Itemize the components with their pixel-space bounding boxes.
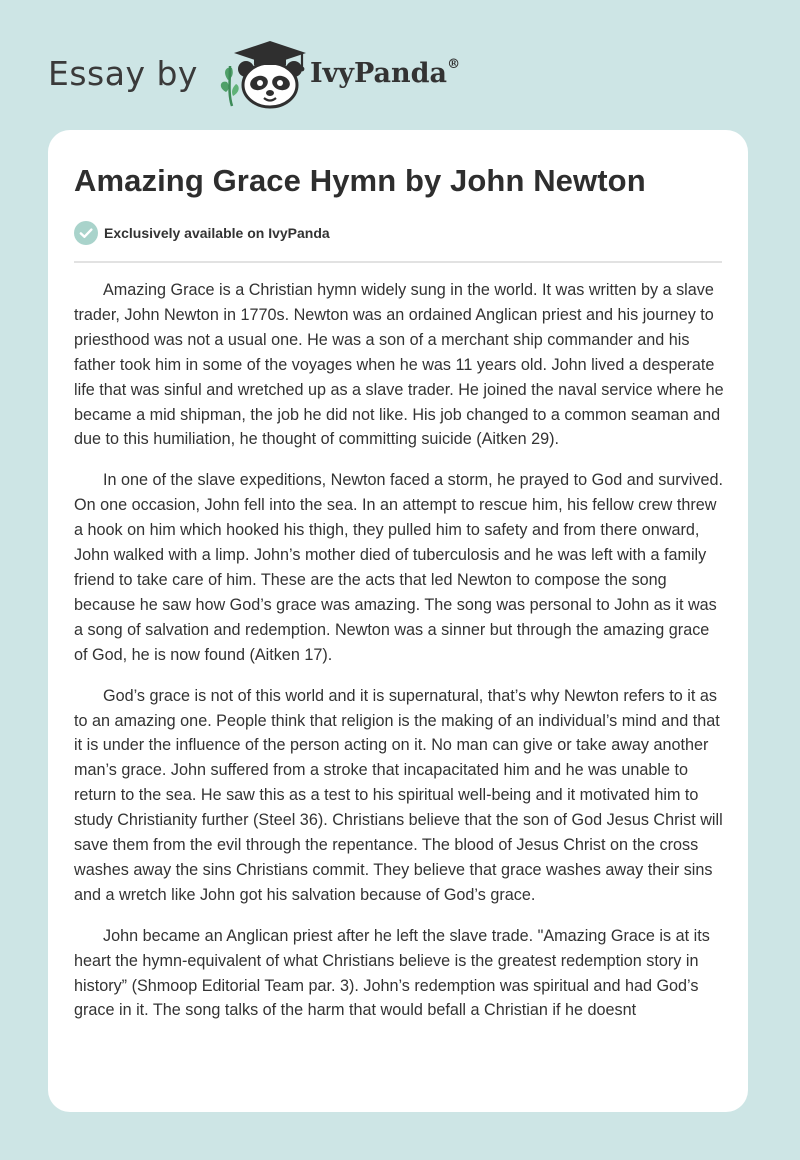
brand-prefix: Essay by: [48, 53, 198, 93]
divider: [74, 261, 722, 263]
check-circle-icon: [74, 221, 98, 245]
panda-graduate-logo-icon[interactable]: [216, 36, 308, 110]
essay-body: [74, 278, 724, 1039]
exclusive-badge-text: Exclusively available on IvyPanda: [104, 225, 330, 241]
essay-card: [48, 130, 748, 1112]
paragraph: John became an Anglican priest after he left the slave trade. "Amazing Grace is at its heart the hymn-equivalent of what Christians believe is the greatest redemption story in history” (Shmoop Editorial Team par. 3). John’s redemption was spiritual and had God’s grace in it. The song talks of the harm that would befall a Christian if he doesnt: [74, 926, 710, 1020]
site-header[interactable]: [48, 36, 460, 110]
page-title: Amazing Grace Hymn by John Newton: [74, 163, 646, 198]
paragraph: God’s grace is not of this world and it is supernatural, that’s why Newton refers to it as to an amazing one. People think that religion is the making of an individual’s mind and that it is under the influence of the person acting on it. No man can give or take away another man’s grace. John suffered from a stroke that incapacitated him and he was unable to return to the sea. He saw this as a test to his spiritual well-being and it motivated him to study Christianity further (Steel 36). Christians believe that the son of God Jesus Christ will save them from the evil through the repentance. The blood of Jesus Christ on the cross washes away the sins Christians commit. They believe that grace washes away their sins and a wretch like John got his salvation because of God’s grace.: [74, 686, 723, 904]
exclusive-badge: [74, 221, 330, 245]
paragraph: In one of the slave expeditions, Newton faced a storm, he prayed to God and survived. On one occasion, John fell into the sea. In an attempt to rescue him, his fellow crew threw a hook on him which hooked his thigh, they pulled him to safety and from there onward, John walked with a limp. John’s mother died of tuberculosis and he was left with a family friend to take care of him. These are the acts that led Newton to compose the song because he saw how God’s grace was amazing. The song was personal to John as it was a song of salvation and redemption. Newton was a sinner but through the amazing grace of God, he is now found (Aitken 17).: [74, 471, 723, 664]
registered-mark: ®: [447, 56, 461, 72]
brand-name-text: IvyPanda: [309, 57, 448, 89]
paragraph: Amazing Grace is a Christian hymn widely sung in the world. It was written by a slave trader, John Newton in 1770s. Newton was an ordained Anglican priest and his journey to priesthood was not a usual one. He was a son of a merchant ship commander and his father took him in some of the voyages when he was 11 years old. John lived a desperate life that was sinful and wretched up as a slave trader. He joined the naval service where he became a mid shipman, the job he did not like. His job changed to a common seaman and due to this humiliation, he thought of committing suicide (Aitken 29).: [74, 281, 724, 449]
brand-name: [310, 58, 460, 89]
